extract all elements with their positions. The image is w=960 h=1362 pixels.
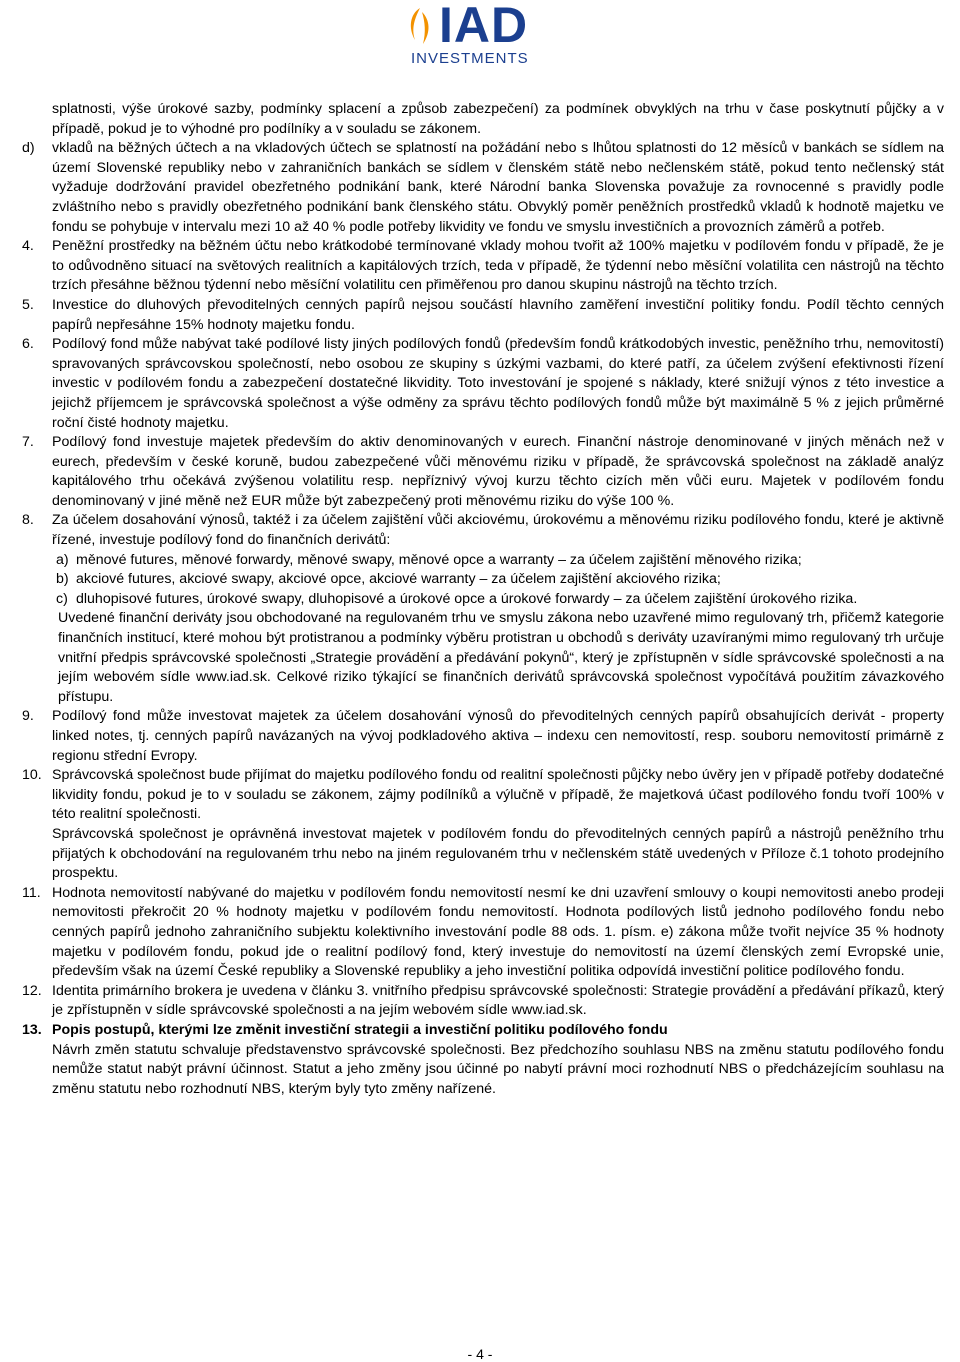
logo-name: IAD bbox=[439, 0, 529, 53]
sublist-item-text: měnové futures, měnové forwardy, měnové swapy, měnové opce a warranty – za účelem zajištění měnového rizika; bbox=[76, 551, 802, 568]
list-item-4 bbox=[22, 237, 944, 296]
list-item-text: Identita primárního brokera je uvedena v článku 3. vnitřního předpisu správcovské společnosti: Strategie provádění a předávání příkazů, který je zpřístupněn v sídle správcovské společnosti a na jejím webovém sídle www.iad.sk. bbox=[52, 982, 944, 1019]
list-item-7 bbox=[22, 433, 944, 511]
list-item-6 bbox=[22, 335, 944, 433]
company-logo bbox=[405, 2, 565, 70]
list-item-text: Návrh změn statutu schvaluje představenstvo správcovské společnosti. Bez předchozího souhlasu NBS na změnu statutu podílového fondu nemůže statut nabýt právní účinnost. Statut a jeho změny jsou účinné po nabytí právní moci rozhodnutí NBS o předcházejícím souhlasu na změnu statutu nebo rozhodnutí NBS, kterým byly tyto změny nařízené. bbox=[52, 1041, 944, 1097]
list-marker: 12. bbox=[22, 982, 42, 999]
list-item-11 bbox=[22, 884, 944, 982]
list-marker: 11. bbox=[22, 884, 41, 901]
list-item-text: Investice do dluhových převoditelných cenných papírů nejsou součástí hlavního zaměření investiční politiky fondu. Podíl těchto cenných papírů nepřesáhne 15% hodnoty majetku fondu. bbox=[52, 296, 944, 333]
list-item-text: Hodnota nemovitostí nabývané do majetku v podílovém fondu nemovitostí nesmí ke dni uzavření smlouvy o koupi nemovitosti anebo prodeji nemovitosti překročit 20 % hodnoty majetku v podílovém fondu nemovitostí. Hodnota podílových listů jednoho podílového fondu nebo cenných papírů jednoho zahraničního subjektu kolektivního investování podle 88 ods. 1. písm. e) zákona může tvořit nejvíce 35 % hodnoty majetku v podílovém fondu, pokud jde o realitní podílový fond, který investuje do nemovitostí na území členských zemí Evropské unie, především však na území České republiky a Slovenské republiky a jeho investiční politika odpovídá investiční politice podílového fondu. bbox=[52, 884, 944, 980]
paragraph-text: Uvedené finanční deriváty jsou obchodované na regulovaném trhu ve smyslu zákona nebo uzavřené mimo regulovaný trh, přičemž kategorie finančních institucí, které mohou být protistranou a podmínky výběru protistran u obchodů s deriváty uzavíranými mimo regulovaný trh určuje vnitřní předpis správcovské společnosti „Strategie provádění a předávání pokynů“, který je zpřístupněn v sídle správcovské společnosti a na jejím webovém sídle www.iad.sk. Celkové riziko týkající se finančních derivátů správcovská společnost vypočítává použitím závazkového přístupu. bbox=[58, 610, 944, 705]
sublist-item-c bbox=[22, 590, 944, 610]
list-item-text: Podílový fond investuje majetek především do aktiv denominovaných v eurech. Finanční nástroje denominované v jiných měnách než v eurech, především v české koruně, budou zabezpečené vůči měnovému riziku v případě, že správcovská společnost na základě analýz kapitálového trhu očekává zvýšenou volatilitu resp. nepříznivý vývoj kurzu těchto cizích měn vůči euru. Majetek v podílovém fondu denominovaný v jiné měně než EUR může být zabezpečený proti měnovému riziku do výše 100 %. bbox=[52, 434, 944, 509]
sublist-item-text: akciové futures, akciové swapy, akciové opce, akciové warranty – za účelem zajištění akciového rizika; bbox=[76, 571, 721, 588]
paragraph-derivatives-note bbox=[22, 609, 944, 707]
list-item-8 bbox=[22, 511, 944, 550]
list-marker: 13. bbox=[22, 1021, 42, 1038]
list-marker: 5. bbox=[22, 296, 34, 313]
list-marker: 6. bbox=[22, 336, 34, 353]
logo-subtitle: INVESTMENTS bbox=[411, 50, 529, 67]
list-marker: 9. bbox=[22, 708, 34, 725]
list-marker: 4. bbox=[22, 238, 34, 255]
list-item-5 bbox=[22, 296, 944, 335]
sublist-item-text: dluhopisové futures, úrokové swapy, dluhopisové a úrokové opce a úrokové forwardy – za účelem zajištění úrokového rizika. bbox=[76, 590, 858, 607]
list-item-text: Peněžní prostředky na běžném účtu nebo krátkodobé termínované vklady mohou tvořit až 100% majetku v podílovém fondu v případě, že je to odůvodněno situací na světových realitních a kapitálových trzích, teda v případě, že týdenní nebo měsíční volatilita cen nástrojů na těchto trzích přesáhne běžnou týdenní nebo měsíční volatilitu cen přiměřenou pro danou skupinu nástrojů na těchto trzích. bbox=[52, 238, 944, 294]
sublist-marker: a) bbox=[56, 551, 69, 568]
list-item-text: Správcovská společnost bude přijímat do majetku podílového fondu od realitní společnosti půjčky nebo úvěry jen v případě potřeby dodatečné likvidity fondu, pokud je to v souladu se zákonem, zájmy podílníků a výlučně v případě, že majetková účast podílového fondu tvoří 100% v této realitní společnosti. bbox=[52, 767, 944, 823]
list-marker: d) bbox=[22, 140, 35, 157]
paragraph-continuation bbox=[22, 100, 944, 139]
sublist-marker: b) bbox=[56, 571, 69, 588]
sublist-item-a bbox=[22, 551, 944, 571]
list-item-9 bbox=[22, 707, 944, 766]
list-marker: 7. bbox=[22, 434, 34, 451]
list-item-10 bbox=[22, 766, 944, 884]
document-body bbox=[22, 100, 944, 1099]
list-marker: 10. bbox=[22, 767, 42, 784]
list-item-d bbox=[22, 139, 944, 237]
list-item-text: Podílový fond může nabývat také podílové listy jiných podílových fondů (především fondů krátkodobých investic, peněžního trhu, nemovitostí) spravovaných správcovskou společností, nebo osobou ze skupiny s úzkými vazbami, do které patří, za účelem zvýšení efektivnosti řízení investic v podílovém fondu a zabezpečení dostatečné likvidity. Toto investování je spojené s náklady, které snižují výnos z této investice a jejichž příjemcem je správcovská společnost a výše odměny za správu těchto podílových fondů může být maximálně 5 % z jejich průměrné roční čisté hodnoty majetku. bbox=[52, 336, 944, 431]
list-item-12 bbox=[22, 982, 944, 1021]
list-item-text: vkladů na běžných účtech a na vkladových účtech se splatností na požádání nebo s lhůtou splatnosti do 12 měsíců v bankách se sídlem na území Slovenské republiky nebo v zahraničních bankách se sídlem v členském státě nebo nečlenském státě, pokud tento nečlenský stát vyžaduje dodržování pravidel obezřetného podnikání bank, které Národní banka Slovenska považuje za rovnocenné s pravidly podle zvláštního nebo s pravidly obezřetného podnikání bank členského státu. Obvyklý poměr peněžních prostředků vkladů k hodnotě majetku ve fondu se pohybuje v intervalu mezi 10 až 40 % podle potřeby likvidity ve fondu ve smyslu investičních a provozních záměrů a potřeb. bbox=[52, 140, 944, 235]
section-heading: Popis postupů, kterými lze změnit investiční strategii a investiční politiku podílového fondu bbox=[52, 1021, 668, 1038]
list-marker: 8. bbox=[22, 512, 34, 529]
page-number: - 4 - bbox=[467, 1346, 493, 1362]
sublist-item-b bbox=[22, 570, 944, 590]
list-item-text: Podílový fond může investovat majetek za účelem dosahování výnosů do převoditelných cenných papírů obsahujících derivát - property linked notes, tj. cenných papírů navázaných na vývoj podkladového aktiva – indexu cen nemovitostí, resp. souboru nemovitostí primárně z regionu střední Evropy. bbox=[52, 708, 944, 764]
list-item-13 bbox=[22, 1021, 944, 1099]
list-item-text-continued: Správcovská společnost je oprávněná investovat majetek v podílovém fondu do převoditelných cenných papírů a nástrojů peněžního trhu přijatých k obchodování na regulovaném trhu nebo na jiném regulovaném trhu v nečlenském státě uvedených v Příloze č.1 tohoto prodejního prospektu. bbox=[52, 825, 944, 882]
sublist-marker: c) bbox=[56, 590, 68, 607]
paragraph-text: splatnosti, výše úrokové sazby, podmínky splacení a způsob zabezpečení) za podmínek obvyklých na trhu v čase poskytnutí půjčky a v případě, pokud je to výhodné pro podílníky a v souladu se zákonem. bbox=[52, 101, 944, 137]
logo-mark-icon bbox=[405, 6, 435, 48]
list-item-text: Za účelem dosahování výnosů, taktéž i za účelem zajištění vůči akciovému, úrokovému a měnovému riziku podílového fondu, které je aktivně řízené, investuje podílový fond do finančních derivátů: bbox=[52, 512, 944, 549]
